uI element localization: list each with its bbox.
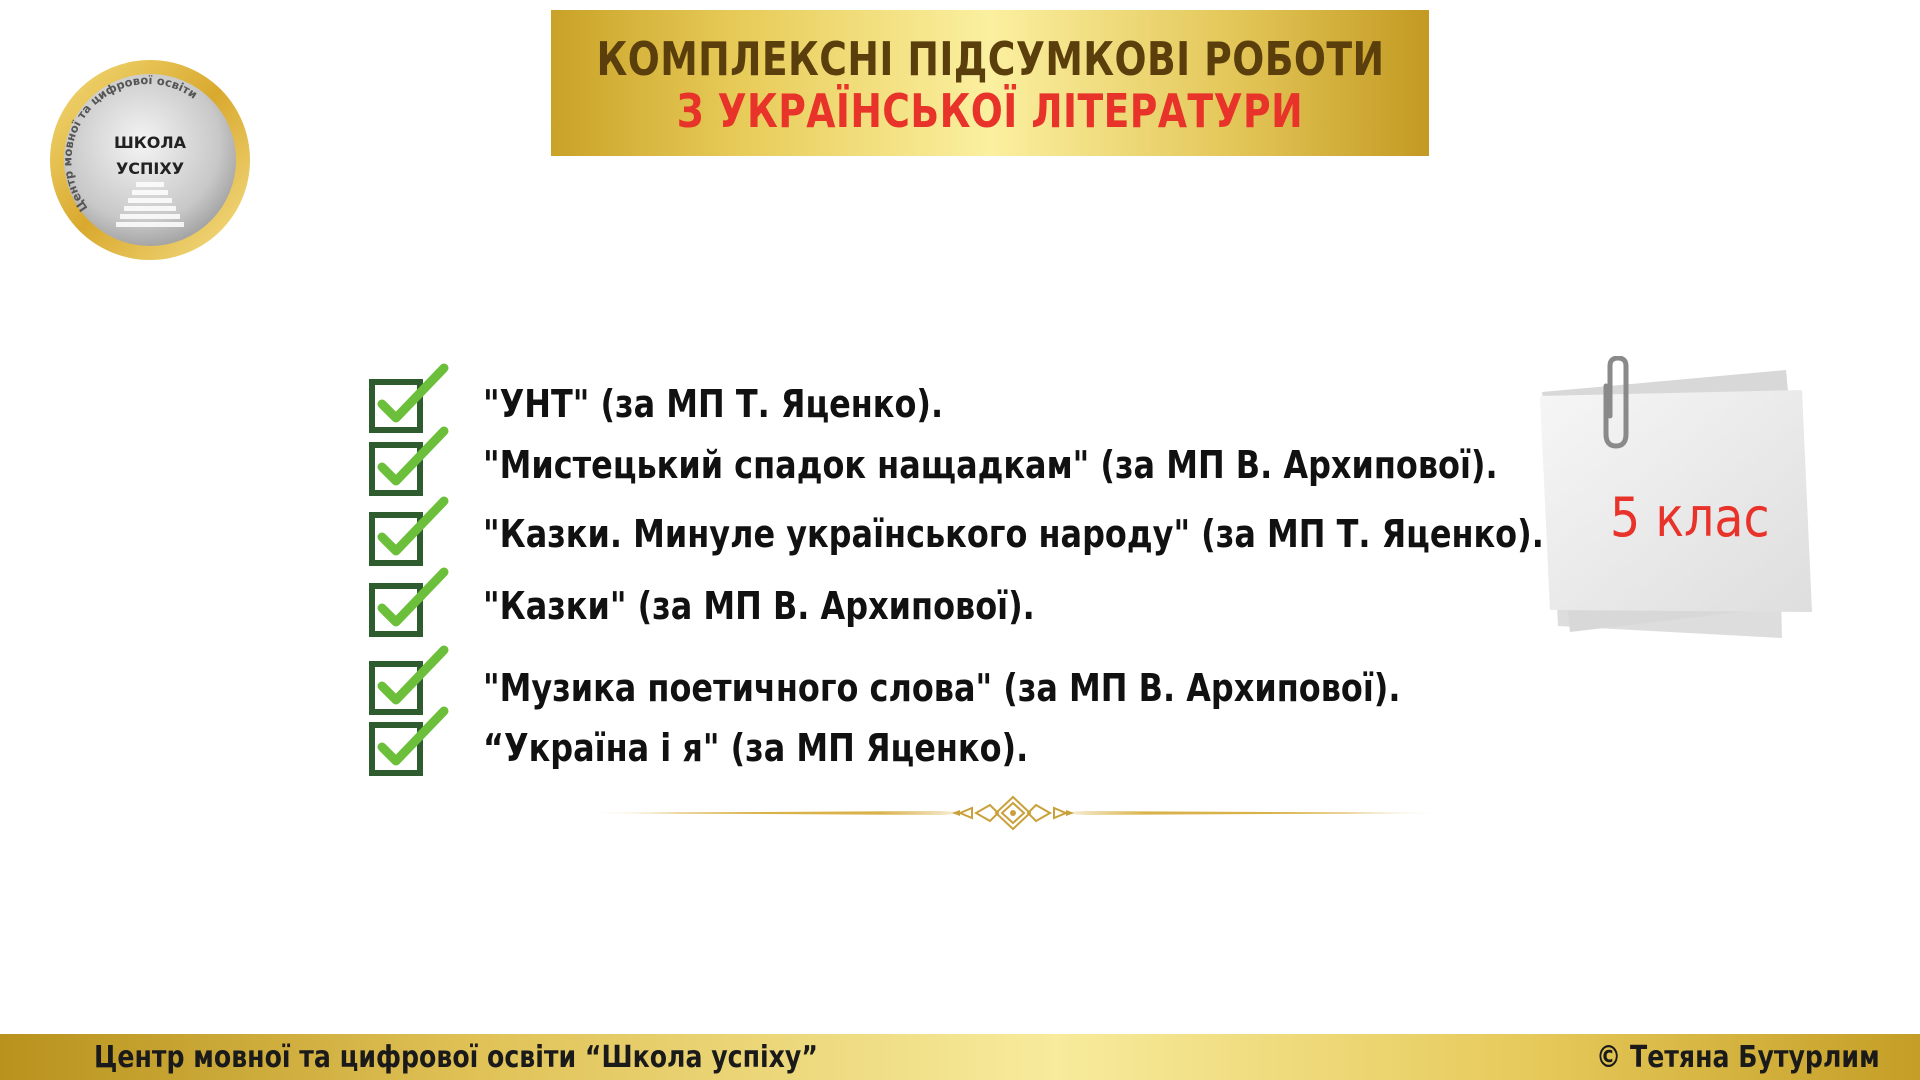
list-item: “Україна і я" (за МП Яценко). [483, 726, 1029, 770]
list-item: "УНТ" (за МП Т. Яценко). [483, 382, 944, 426]
list-item: "Мистецький спадок нащадкам" (за МП В. Архипової). [483, 443, 1498, 487]
footer-copyright: © Тетяна Бутурлим [1596, 1040, 1880, 1075]
list-item: "Казки" (за МП В. Архипової). [483, 584, 1035, 628]
grade-label: 5 клас [1610, 486, 1770, 549]
page-title: КОМПЛЕКСНІ ПІДСУМКОВІ РОБОТИ [596, 32, 1384, 86]
logo-text-line2: УСПІХУ [115, 159, 185, 178]
list-item: "Казки. Минуле українського народу" (за МП Т. Яценко). [483, 512, 1544, 556]
list-item: "Музика поетичного слова" (за МП В. Архипової). [483, 666, 1401, 710]
logo-text-line1: ШКОЛА [113, 133, 187, 152]
checkbox-checked-icon [366, 703, 452, 789]
title-banner [551, 10, 1429, 156]
logo-ring-text: Центр мовної та цифрової освіти [60, 72, 201, 215]
checkbox-checked-icon [366, 564, 452, 650]
school-logo [48, 58, 252, 262]
footer-org-name: Центр мовної та цифрової освіти “Школа успіху” [94, 1040, 818, 1075]
ornamental-divider [580, 793, 1446, 833]
page-subtitle: З УКРАЇНСЬКОЇ ЛІТЕРАТУРИ [676, 84, 1304, 138]
footer-bar [0, 1034, 1920, 1080]
